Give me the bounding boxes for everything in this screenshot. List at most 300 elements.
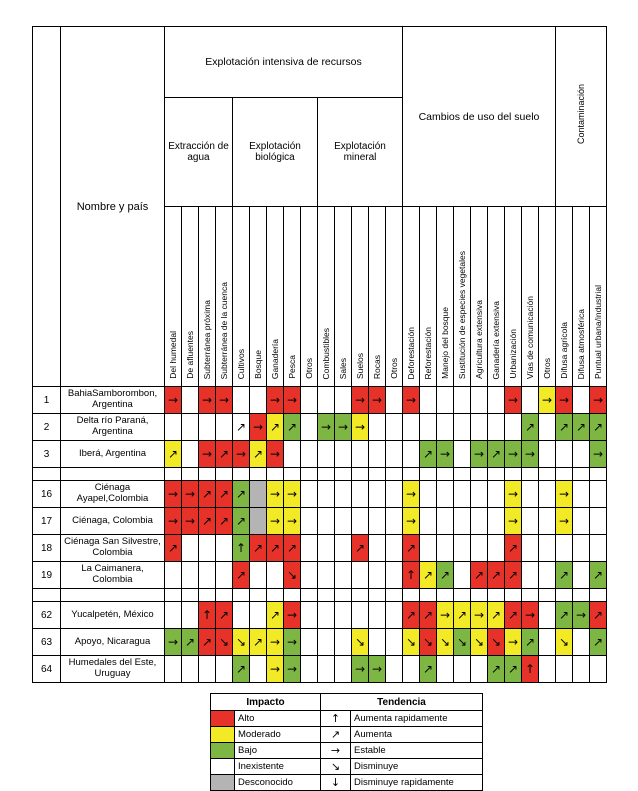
- impact-cell: [318, 508, 335, 535]
- row-name: Yucalpetén, México: [61, 602, 165, 629]
- impact-cell: [335, 589, 352, 602]
- impact-cell: [250, 468, 267, 481]
- impact-cell: [454, 656, 471, 683]
- impact-cell: ↗: [352, 535, 369, 562]
- impact-cell: ↗: [505, 562, 522, 589]
- col-header: [233, 207, 250, 387]
- impact-cell: [165, 562, 182, 589]
- impact-cell: [318, 656, 335, 683]
- impact-cell: [352, 562, 369, 589]
- impact-cell: ↗: [505, 535, 522, 562]
- impact-cell: ↗: [420, 602, 437, 629]
- impact-cell: [250, 562, 267, 589]
- impact-cell: [352, 602, 369, 629]
- col-header: [590, 207, 607, 387]
- impact-cell: ↗: [403, 535, 420, 562]
- col-header-label: Puntual urbana/industrial: [592, 284, 603, 379]
- impact-cell: →: [556, 387, 573, 414]
- col-header: [386, 207, 403, 387]
- impact-cell: [522, 387, 539, 414]
- col-header: [522, 207, 539, 387]
- legend-tendency-label: Aumenta: [351, 727, 483, 743]
- col-header: [573, 207, 590, 387]
- legend-tendency-arrow: ↘: [321, 759, 351, 775]
- impact-cell: →: [199, 387, 216, 414]
- legend-table: [210, 693, 483, 791]
- impact-cell: ↗: [522, 414, 539, 441]
- impact-cell: [284, 589, 301, 602]
- impact-cell: [386, 656, 403, 683]
- col-header-label: Sustitución de especies vegetales: [456, 250, 467, 379]
- impact-cell: [539, 481, 556, 508]
- impact-cell: [369, 508, 386, 535]
- impact-cell: [216, 535, 233, 562]
- impact-cell: ↗: [556, 562, 573, 589]
- impact-cell: [335, 602, 352, 629]
- impact-cell: →: [182, 481, 199, 508]
- impact-cell: ↗: [556, 414, 573, 441]
- row-number: 62: [33, 602, 61, 629]
- impact-cell: [539, 414, 556, 441]
- impact-cell: [386, 602, 403, 629]
- impact-cell: ↘: [471, 629, 488, 656]
- legend-tendency-title: Tendencia: [321, 694, 483, 711]
- col-header: [403, 207, 420, 387]
- impact-cell: [471, 387, 488, 414]
- impact-cell: [471, 468, 488, 481]
- impact-cell: →: [233, 441, 250, 468]
- legend-impact-label: Alto: [235, 711, 321, 727]
- impact-cell: →: [250, 414, 267, 441]
- impact-cell: [556, 535, 573, 562]
- col-header: [165, 207, 182, 387]
- impact-cell: →: [165, 629, 182, 656]
- legend-tendency-label: Aumenta rapidamente: [351, 711, 483, 727]
- impact-cell: [199, 562, 216, 589]
- impact-cell: [386, 629, 403, 656]
- impact-cell: [471, 656, 488, 683]
- impact-cell: →: [284, 602, 301, 629]
- legend-impact-label: Bajo: [235, 743, 321, 759]
- impact-cell: [522, 481, 539, 508]
- impact-cell: [437, 468, 454, 481]
- impact-cell: ↗: [420, 656, 437, 683]
- impact-cell: [488, 414, 505, 441]
- impact-cell: [437, 481, 454, 508]
- impact-cell: ↑: [199, 602, 216, 629]
- col-header-label: Vías de comunicación: [524, 295, 535, 379]
- matrix-header: [33, 27, 607, 387]
- table-row: [33, 387, 607, 414]
- impact-cell: [437, 656, 454, 683]
- impact-cell: [590, 481, 607, 508]
- impact-cell: [199, 535, 216, 562]
- impact-cell: →: [556, 508, 573, 535]
- impact-cell: ↘: [403, 629, 420, 656]
- row-name: Apoyo, Nicaragua: [61, 629, 165, 656]
- impact-cell: [539, 562, 556, 589]
- impact-cell: →: [556, 481, 573, 508]
- table-row: [33, 441, 607, 468]
- legend-body: [211, 711, 483, 791]
- impact-cell: [335, 481, 352, 508]
- impact-cell: ↘: [488, 629, 505, 656]
- impact-cell: [182, 562, 199, 589]
- col-header: [437, 207, 454, 387]
- impact-cell: →: [505, 481, 522, 508]
- legend-color-swatch: [211, 711, 235, 727]
- col-header-label: Difusa atmosférica: [575, 308, 586, 379]
- impact-cell: [522, 535, 539, 562]
- impact-cell: →: [182, 508, 199, 535]
- impact-cell: [590, 535, 607, 562]
- impact-cell: →: [437, 602, 454, 629]
- legend-color-swatch: [211, 759, 235, 775]
- impact-cell: ↗: [488, 441, 505, 468]
- impact-cell: [573, 535, 590, 562]
- impact-cell: ↘: [454, 629, 471, 656]
- impact-cell: [420, 387, 437, 414]
- impact-cell: [454, 387, 471, 414]
- subgroup-header: Explotación biológica: [233, 98, 318, 207]
- impact-cell: [216, 562, 233, 589]
- impact-cell: [182, 602, 199, 629]
- impact-cell: →: [522, 602, 539, 629]
- impact-cell: ↗: [182, 629, 199, 656]
- impact-cell: [335, 387, 352, 414]
- impact-cell: [420, 589, 437, 602]
- legend-tendency-arrow: ↑: [321, 711, 351, 727]
- col-header: [369, 207, 386, 387]
- col-header: [539, 207, 556, 387]
- impact-cell: →: [403, 481, 420, 508]
- impact-cell: [318, 629, 335, 656]
- impact-cell: [216, 589, 233, 602]
- legend-impact-label: Moderado: [235, 727, 321, 743]
- legend-impact-title: Impacto: [211, 694, 321, 711]
- col-header-label: Combustibles: [320, 327, 331, 379]
- impact-cell: [182, 468, 199, 481]
- impact-cell: [437, 535, 454, 562]
- legend-impact-label: Inexistente: [235, 759, 321, 775]
- impact-cell: ↗: [267, 535, 284, 562]
- impact-cell: ↘: [352, 629, 369, 656]
- impact-cell: [573, 589, 590, 602]
- impact-cell: [216, 468, 233, 481]
- row-name: Humedales del Este, Uruguay: [61, 656, 165, 683]
- subgroup-header: Explotación mineral: [318, 98, 403, 207]
- impact-cell: [539, 441, 556, 468]
- col-header-label: Difusa agrícola: [558, 322, 569, 379]
- impact-cell: [403, 656, 420, 683]
- impact-cell: [199, 656, 216, 683]
- impact-cell: [165, 656, 182, 683]
- impact-cell: ↘: [284, 562, 301, 589]
- impact-cell: [386, 535, 403, 562]
- impact-cell: [539, 535, 556, 562]
- impact-cell: [471, 535, 488, 562]
- impact-cell: →: [505, 629, 522, 656]
- impact-cell: [369, 629, 386, 656]
- impact-cell: →: [216, 387, 233, 414]
- impact-cell: [437, 508, 454, 535]
- impact-cell: →: [369, 656, 386, 683]
- impact-cell: ↗: [267, 414, 284, 441]
- table-row: [33, 629, 607, 656]
- impact-cell: [369, 414, 386, 441]
- impact-cell: [556, 468, 573, 481]
- impact-cell: [369, 468, 386, 481]
- impact-cell: [522, 468, 539, 481]
- impact-cell: →: [267, 508, 284, 535]
- row-name: La Caimanera, Colombia: [61, 562, 165, 589]
- impact-cell: [403, 589, 420, 602]
- legend-color-swatch: [211, 727, 235, 743]
- impact-cell: →: [267, 629, 284, 656]
- impact-cell: [318, 535, 335, 562]
- impact-cell: [267, 562, 284, 589]
- impact-cell: [250, 602, 267, 629]
- impact-cell: [352, 508, 369, 535]
- col-header: [216, 207, 233, 387]
- impact-cell: →: [267, 481, 284, 508]
- row-number: 1: [33, 387, 61, 414]
- impact-cell: [590, 508, 607, 535]
- legend-row: [211, 759, 483, 775]
- col-header-label: Bosque: [252, 350, 263, 379]
- impact-cell: ↘: [437, 629, 454, 656]
- impact-cell: [505, 468, 522, 481]
- impact-cell: ↗: [284, 535, 301, 562]
- col-header-label: De afluentes: [184, 331, 195, 379]
- row-number: 17: [33, 508, 61, 535]
- impact-cell: [267, 468, 284, 481]
- impact-cell: ↘: [216, 629, 233, 656]
- row-name: Iberá, Argentina: [61, 441, 165, 468]
- col-header: [335, 207, 352, 387]
- row-number: [33, 468, 61, 481]
- impact-cell: [403, 468, 420, 481]
- impact-cell: ↗: [250, 441, 267, 468]
- impact-cell: [590, 656, 607, 683]
- impact-cell: [590, 468, 607, 481]
- impact-matrix: [32, 26, 607, 683]
- impact-cell: ↗: [250, 535, 267, 562]
- impact-cell: [301, 387, 318, 414]
- impact-cell: ↑: [403, 562, 420, 589]
- impact-cell: ↗: [233, 414, 250, 441]
- impact-cell: ↗: [454, 602, 471, 629]
- impact-cell: [318, 468, 335, 481]
- impact-cell: [488, 508, 505, 535]
- impact-cell: →: [284, 387, 301, 414]
- impact-cell: [488, 481, 505, 508]
- impact-cell: [522, 508, 539, 535]
- impact-cell: →: [505, 387, 522, 414]
- impact-cell: [250, 656, 267, 683]
- impact-cell: [335, 468, 352, 481]
- impact-cell: [437, 589, 454, 602]
- col-header: [556, 207, 573, 387]
- impact-cell: [539, 602, 556, 629]
- legend-header: [211, 694, 483, 711]
- impact-cell: [386, 387, 403, 414]
- impact-cell: [182, 441, 199, 468]
- impact-cell: [301, 508, 318, 535]
- table-row: [33, 481, 607, 508]
- impact-cell: [386, 441, 403, 468]
- impact-cell: ↗: [522, 629, 539, 656]
- impact-cell: ↗: [267, 602, 284, 629]
- table-row: [33, 602, 607, 629]
- impact-cell: [182, 414, 199, 441]
- table-row: [33, 656, 607, 683]
- legend-row: [211, 711, 483, 727]
- impact-cell: →: [165, 387, 182, 414]
- impact-cell: [352, 468, 369, 481]
- impact-cell: →: [284, 508, 301, 535]
- impact-cell: [335, 441, 352, 468]
- impact-cell: [488, 387, 505, 414]
- legend-row: [211, 727, 483, 743]
- col-header-label: Subterránea de la cuenca: [218, 281, 229, 379]
- impact-cell: ↑: [522, 656, 539, 683]
- impact-cell: [233, 387, 250, 414]
- impact-cell: [386, 562, 403, 589]
- impact-cell: [471, 508, 488, 535]
- impact-cell: →: [471, 441, 488, 468]
- impact-cell: →: [284, 481, 301, 508]
- col-header-label: Rocas: [371, 354, 382, 379]
- impact-cell: [250, 481, 267, 508]
- matrix-body: [33, 387, 607, 683]
- impact-cell: [318, 602, 335, 629]
- impact-cell: [216, 656, 233, 683]
- impact-cell: ↗: [488, 656, 505, 683]
- impact-cell: ↗: [488, 562, 505, 589]
- impact-cell: [182, 656, 199, 683]
- col-header-label: Manejo del bosque: [439, 307, 450, 379]
- impact-cell: [454, 589, 471, 602]
- impact-cell: ↗: [420, 562, 437, 589]
- col-header: [284, 207, 301, 387]
- row-number: 19: [33, 562, 61, 589]
- impact-cell: [403, 441, 420, 468]
- impact-cell: [369, 589, 386, 602]
- col-header-label: Urbanización: [507, 329, 518, 379]
- impact-cell: [301, 535, 318, 562]
- impact-cell: [301, 468, 318, 481]
- impact-cell: [556, 441, 573, 468]
- impact-cell: →: [522, 441, 539, 468]
- legend-row: [211, 775, 483, 791]
- impact-cell: [318, 441, 335, 468]
- impact-cell: [182, 387, 199, 414]
- impact-cell: ↗: [233, 656, 250, 683]
- impact-cell: ↗: [505, 602, 522, 629]
- impact-cell: [369, 481, 386, 508]
- impact-cell: [233, 589, 250, 602]
- impact-cell: →: [267, 441, 284, 468]
- row-number: [33, 589, 61, 602]
- impact-cell: →: [590, 441, 607, 468]
- table-row: [33, 562, 607, 589]
- impact-cell: [301, 656, 318, 683]
- impact-cell: →: [573, 602, 590, 629]
- impact-cell: [454, 508, 471, 535]
- group-header-cambios: Cambios de uso del suelo: [403, 27, 556, 207]
- col-header-label: Sales: [337, 357, 348, 379]
- legend-tendency-arrow: ↗: [321, 727, 351, 743]
- impact-cell: [267, 589, 284, 602]
- impact-cell: [318, 589, 335, 602]
- group-header-explotacion: Explotación intensiva de recursos: [165, 27, 403, 98]
- col-header: [420, 207, 437, 387]
- group-header-contaminacion-label: Contaminación: [575, 83, 586, 145]
- impact-cell: [471, 481, 488, 508]
- impact-cell: [454, 468, 471, 481]
- impact-cell: ↗: [420, 441, 437, 468]
- col-header-label: Agricultura extensiva: [473, 300, 484, 379]
- impact-cell: ↘: [420, 629, 437, 656]
- impact-cell: →: [539, 387, 556, 414]
- impact-cell: [233, 602, 250, 629]
- impact-cell: [471, 589, 488, 602]
- impact-cell: →: [352, 414, 369, 441]
- impact-cell: [471, 414, 488, 441]
- col-header: [505, 207, 522, 387]
- impact-cell: [522, 562, 539, 589]
- legend-impact-label: Desconocido: [235, 775, 321, 791]
- impact-cell: [437, 387, 454, 414]
- impact-cell: [301, 629, 318, 656]
- impact-cell: [573, 387, 590, 414]
- impact-cell: →: [590, 387, 607, 414]
- impact-cell: [590, 589, 607, 602]
- impact-cell: ↗: [233, 481, 250, 508]
- impact-cell: [488, 535, 505, 562]
- separator-row: [33, 589, 607, 602]
- impact-cell: →: [369, 387, 386, 414]
- col-header: [250, 207, 267, 387]
- row-name: Ciénaga, Colombia: [61, 508, 165, 535]
- legend: [210, 693, 632, 791]
- impact-cell: →: [437, 441, 454, 468]
- impact-cell: [369, 441, 386, 468]
- row-number: 16: [33, 481, 61, 508]
- row-number-header: [33, 27, 61, 387]
- impact-cell: [250, 508, 267, 535]
- separator-row: [33, 468, 607, 481]
- impact-cell: [335, 629, 352, 656]
- impact-cell: [539, 629, 556, 656]
- impact-cell: [420, 481, 437, 508]
- legend-tendency-arrow: →: [321, 743, 351, 759]
- impact-cell: [318, 387, 335, 414]
- impact-cell: ↘: [233, 629, 250, 656]
- row-name: [61, 468, 165, 481]
- impact-cell: ↗: [233, 508, 250, 535]
- impact-cell: ↗: [233, 562, 250, 589]
- impact-cell: [454, 535, 471, 562]
- impact-cell: [403, 414, 420, 441]
- impact-cell: [505, 589, 522, 602]
- impact-cell: [573, 481, 590, 508]
- legend-tendency-label: Estable: [351, 743, 483, 759]
- col-header-label: Otros: [388, 358, 399, 379]
- impact-cell: [437, 414, 454, 441]
- col-header-label: Cultivos: [235, 348, 246, 379]
